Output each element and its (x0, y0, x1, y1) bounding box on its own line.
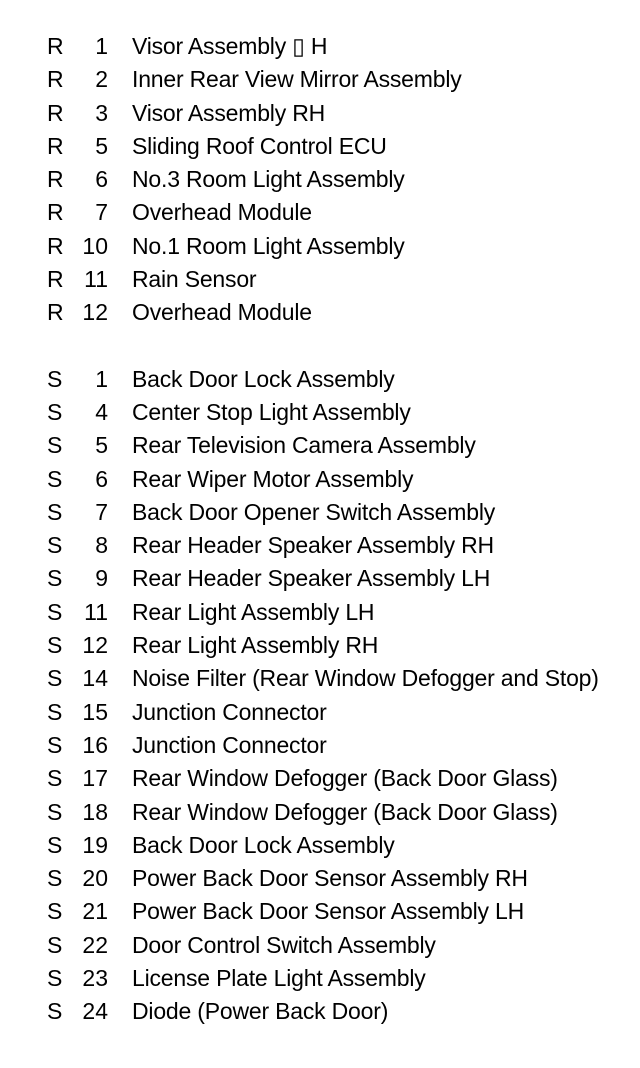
connector-number: 16 (82, 731, 108, 758)
connector-code: S (47, 931, 63, 958)
connector-code: S (47, 898, 63, 925)
connector-code: S (47, 365, 63, 392)
component-description: Sliding Roof Control ECU (132, 132, 387, 159)
connector-code: S (47, 432, 63, 459)
list-item (0, 829, 640, 862)
component-description: No.3 Room Light Assembly (132, 166, 405, 193)
section-s (0, 363, 640, 1029)
connector-code: R (47, 199, 64, 226)
connector-number: 17 (82, 765, 108, 792)
connector-number: 15 (82, 698, 108, 725)
component-description: Visor Assembly ▯ H (132, 33, 328, 59)
component-description: Rear Wiper Motor Assembly (132, 465, 414, 492)
connector-number: 5 (95, 432, 108, 459)
component-description: Noise Filter (Rear Window Defogger and Stop) (132, 665, 599, 692)
component-description: Center Stop Light Assembly (132, 398, 411, 425)
connector-code: S (47, 965, 63, 992)
component-description: Rear Television Camera Assembly (132, 432, 476, 459)
connector-number: 12 (82, 299, 108, 326)
connector-code: S (47, 731, 63, 758)
list-item (0, 929, 640, 962)
connector-code: R (47, 33, 64, 59)
component-description: No.1 Room Light Assembly (132, 232, 405, 259)
connector-code: R (47, 299, 64, 326)
connector-number: 2 (95, 66, 108, 93)
connector-number: 19 (82, 831, 108, 858)
component-description: Rear Window Defogger (Back Door Glass) (132, 765, 558, 792)
connector-number: 9 (95, 565, 108, 592)
connector-number: 14 (82, 665, 108, 692)
connector-number: 12 (82, 632, 108, 659)
list-item (0, 862, 640, 895)
connector-code: R (47, 66, 64, 93)
connector-code: S (47, 698, 63, 725)
component-description: Junction Connector (132, 731, 327, 758)
connector-number: 18 (82, 798, 108, 825)
component-description: Power Back Door Sensor Assembly LH (132, 898, 525, 925)
connector-number: 1 (95, 33, 108, 59)
section-r (0, 30, 640, 330)
connector-number: 10 (82, 232, 108, 259)
connector-code: S (47, 465, 63, 492)
connector-number: 4 (95, 398, 108, 425)
connector-code: R (47, 132, 64, 159)
list-item (0, 296, 640, 329)
connector-number: 22 (82, 931, 108, 958)
connector-code: S (47, 398, 63, 425)
list-item (0, 230, 640, 263)
component-description: Rear Header Speaker Assembly RH (132, 532, 494, 559)
connector-number: 6 (95, 166, 108, 193)
list-item (0, 729, 640, 762)
list-item (0, 529, 640, 562)
component-description: Visor Assembly RH (132, 99, 326, 126)
component-description: Junction Connector (132, 698, 327, 725)
component-description: License Plate Light Assembly (132, 965, 426, 992)
list-item (0, 130, 640, 163)
connector-number: 6 (95, 465, 108, 492)
connector-code: S (47, 798, 63, 825)
connector-number: 1 (95, 365, 108, 392)
component-description: Diode (Power Back Door) (132, 998, 389, 1025)
connector-number: 23 (82, 965, 108, 992)
connector-number: 8 (95, 532, 108, 559)
list-item (0, 463, 640, 496)
connector-number: 20 (82, 865, 108, 892)
list-item (0, 895, 640, 928)
component-description: Inner Rear View Mirror Assembly (132, 66, 462, 93)
component-description: Rear Light Assembly RH (132, 632, 379, 659)
connector-code: R (47, 232, 64, 259)
list-item (0, 196, 640, 229)
connector-number: 21 (82, 898, 108, 925)
list-item (0, 696, 640, 729)
list-item (0, 596, 640, 629)
connector-code: S (47, 665, 63, 692)
list-item (0, 562, 640, 595)
list-item (0, 63, 640, 96)
list-item (0, 163, 640, 196)
list-item (0, 97, 640, 130)
list-item (0, 796, 640, 829)
list-item (0, 962, 640, 995)
connector-number: 7 (95, 199, 108, 226)
component-description: Overhead Module (132, 299, 312, 326)
connector-code: R (47, 99, 64, 126)
connector-code: S (47, 765, 63, 792)
component-description: Rear Header Speaker Assembly LH (132, 565, 491, 592)
connector-code: S (47, 565, 63, 592)
connector-number: 11 (84, 266, 108, 293)
list-item (0, 363, 640, 396)
connector-code: R (47, 266, 64, 293)
list-item (0, 396, 640, 429)
list-item (0, 429, 640, 462)
list-item (0, 662, 640, 695)
list-item (0, 30, 640, 63)
connector-number: 7 (95, 498, 108, 525)
connector-code: S (47, 532, 63, 559)
connector-number: 24 (82, 998, 108, 1025)
connector-code: S (47, 998, 63, 1025)
list-item (0, 263, 640, 296)
connector-number: 11 (84, 598, 108, 625)
component-description: Rain Sensor (132, 266, 257, 293)
list-item (0, 496, 640, 529)
connector-code: S (47, 632, 63, 659)
component-description: Rear Window Defogger (Back Door Glass) (132, 798, 558, 825)
component-description: Rear Light Assembly LH (132, 598, 375, 625)
component-description: Back Door Opener Switch Assembly (132, 498, 496, 525)
connector-code: R (47, 166, 64, 193)
connector-code: S (47, 831, 63, 858)
connector-code: S (47, 598, 63, 625)
connector-number: 5 (95, 132, 108, 159)
list-item (0, 995, 640, 1028)
component-description: Overhead Module (132, 199, 312, 226)
component-description: Back Door Lock Assembly (132, 365, 395, 392)
connector-number: 3 (95, 99, 108, 126)
connector-code: S (47, 865, 63, 892)
component-description: Power Back Door Sensor Assembly RH (132, 865, 528, 892)
list-item (0, 762, 640, 795)
parts-list (0, 30, 640, 1029)
component-description: Back Door Lock Assembly (132, 831, 395, 858)
list-item (0, 629, 640, 662)
component-description: Door Control Switch Assembly (132, 931, 436, 958)
connector-code: S (47, 498, 63, 525)
